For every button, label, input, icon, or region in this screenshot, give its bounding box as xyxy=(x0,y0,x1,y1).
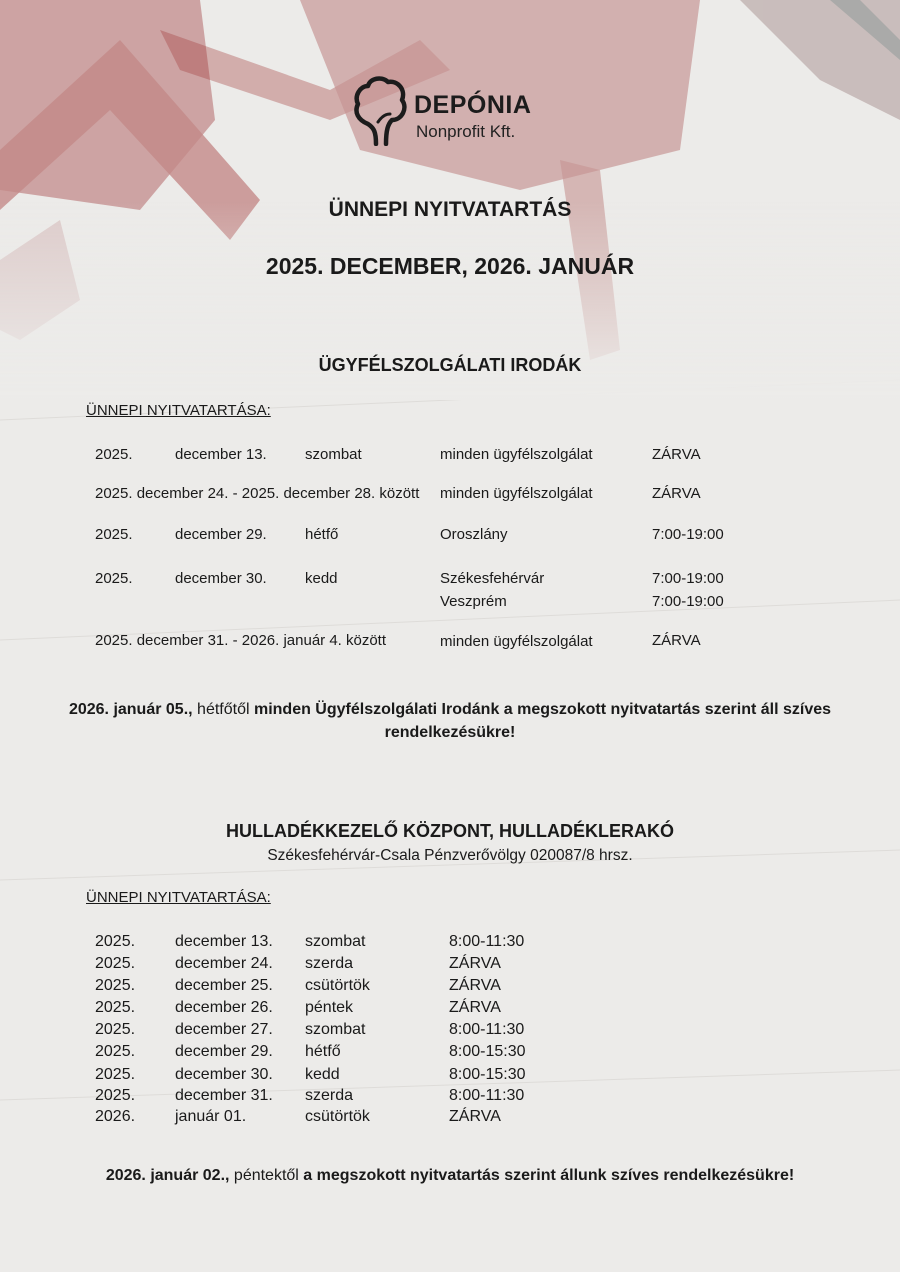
center-heading: HULLADÉKKEZELŐ KÖZPONT, HULLADÉKLERAKÓ xyxy=(226,821,674,841)
row-hours: 8:00-15:30 xyxy=(449,1043,526,1060)
row-date: december 30. xyxy=(175,1066,273,1083)
row-day: hétfő xyxy=(305,526,339,543)
row-year: 2025. xyxy=(95,955,136,972)
tree-icon xyxy=(352,74,410,146)
row-year: 2026. xyxy=(95,1108,136,1125)
row-range: 2025. december 31. - 2026. január 4. között xyxy=(95,632,387,649)
row-day: szombat xyxy=(305,446,362,463)
row-date: december 24. xyxy=(175,955,273,972)
offices-note xyxy=(60,698,840,744)
offices-hours-label: ÜNNEPI NYITVATARTÁSA: xyxy=(86,402,271,419)
row-day: szombat xyxy=(305,933,366,950)
row-location: minden ügyfélszolgálat xyxy=(440,633,593,650)
row-year: 2025. xyxy=(95,526,133,543)
row-day: péntek xyxy=(305,999,354,1016)
row-hours: ZÁRVA xyxy=(449,1108,501,1125)
row-date: december 30. xyxy=(175,570,267,587)
company-logo xyxy=(352,74,552,146)
row-year: 2025. xyxy=(95,999,136,1016)
center-hours-label: ÜNNEPI NYITVATARTÁSA: xyxy=(86,889,271,906)
row-date: december 25. xyxy=(175,977,273,994)
row-range: 2025. december 24. - 2025. december 28. között xyxy=(95,485,420,502)
row-status: 7:00-19:00 xyxy=(652,570,724,587)
note-weekday: péntektől xyxy=(229,1167,304,1184)
row-hours: ZÁRVA xyxy=(449,955,501,972)
row-status: 7:00-19:00 xyxy=(652,526,724,543)
row-hours: 8:00-11:30 xyxy=(449,933,525,950)
row-date: december 13. xyxy=(175,446,267,463)
row-hours: 8:00-15:30 xyxy=(449,1066,526,1083)
row-date: december 29. xyxy=(175,1043,273,1060)
row-day: szombat xyxy=(305,1021,366,1038)
row-year: 2025. xyxy=(95,1043,136,1060)
row-date: december 27. xyxy=(175,1021,273,1038)
row-status: ZÁRVA xyxy=(652,485,701,502)
row-year: 2025. xyxy=(95,933,136,950)
row-location: Székesfehérvár xyxy=(440,570,545,587)
row-status: ZÁRVA xyxy=(652,632,701,649)
row-year: 2025. xyxy=(95,977,136,994)
note-date: 2026. január 02., xyxy=(105,1167,230,1184)
note-weekday: hétfőtől xyxy=(192,701,254,718)
row-hours: ZÁRVA xyxy=(449,999,501,1016)
row-date: december 31. xyxy=(175,1087,273,1104)
row-status: 7:00-19:00 xyxy=(652,593,724,610)
note-date: 2026. január 05., xyxy=(68,701,193,718)
row-year: 2025. xyxy=(95,1021,136,1038)
logo-subtitle: Nonprofit Kft. xyxy=(416,122,516,141)
row-year: 2025. xyxy=(95,1087,136,1104)
row-day: csütörtök xyxy=(305,1108,370,1125)
row-date: december 26. xyxy=(175,999,273,1016)
row-location: Veszprém xyxy=(440,593,507,610)
note-message: a megszokott nyitvatartás szerint állunk szíves rendelkezésükre! xyxy=(303,1167,795,1184)
center-note xyxy=(60,1164,840,1187)
offices-heading: ÜGYFÉLSZOLGÁLATI IRODÁK xyxy=(318,355,582,375)
row-day: kedd xyxy=(305,1066,340,1083)
row-date: december 13. xyxy=(175,933,273,950)
center-address: Székesfehérvár-Csala Pénzverővölgy 020087/8 hrsz. xyxy=(267,847,633,864)
row-day: hétfő xyxy=(305,1043,341,1060)
row-date: január 01. xyxy=(175,1108,247,1125)
page-subtitle: 2025. DECEMBER, 2026. JANUÁR xyxy=(265,253,635,279)
row-hours: ZÁRVA xyxy=(449,977,501,994)
row-status: ZÁRVA xyxy=(652,446,701,463)
row-location: Oroszlány xyxy=(440,526,508,543)
row-year: 2025. xyxy=(95,570,133,587)
note-message: minden Ügyfélszolgálati Irodánk a megszokott nyitvatartás szerint áll szíves rendelkezésükre! xyxy=(253,701,832,741)
page-title: ÜNNEPI NYITVATARTÁS xyxy=(328,198,572,221)
row-location: minden ügyfélszolgálat xyxy=(440,446,593,463)
row-day: kedd xyxy=(305,570,338,587)
row-day: szerda xyxy=(305,1087,354,1104)
row-year: 2025. xyxy=(95,1066,136,1083)
row-date: december 29. xyxy=(175,526,267,543)
logo-brand: DEPÓNIA xyxy=(414,91,532,119)
row-year: 2025. xyxy=(95,446,133,463)
row-day: szerda xyxy=(305,955,354,972)
row-day: csütörtök xyxy=(305,977,370,994)
row-hours: 8:00-11:30 xyxy=(449,1087,525,1104)
row-hours: 8:00-11:30 xyxy=(449,1021,525,1038)
row-location: minden ügyfélszolgálat xyxy=(440,485,593,502)
